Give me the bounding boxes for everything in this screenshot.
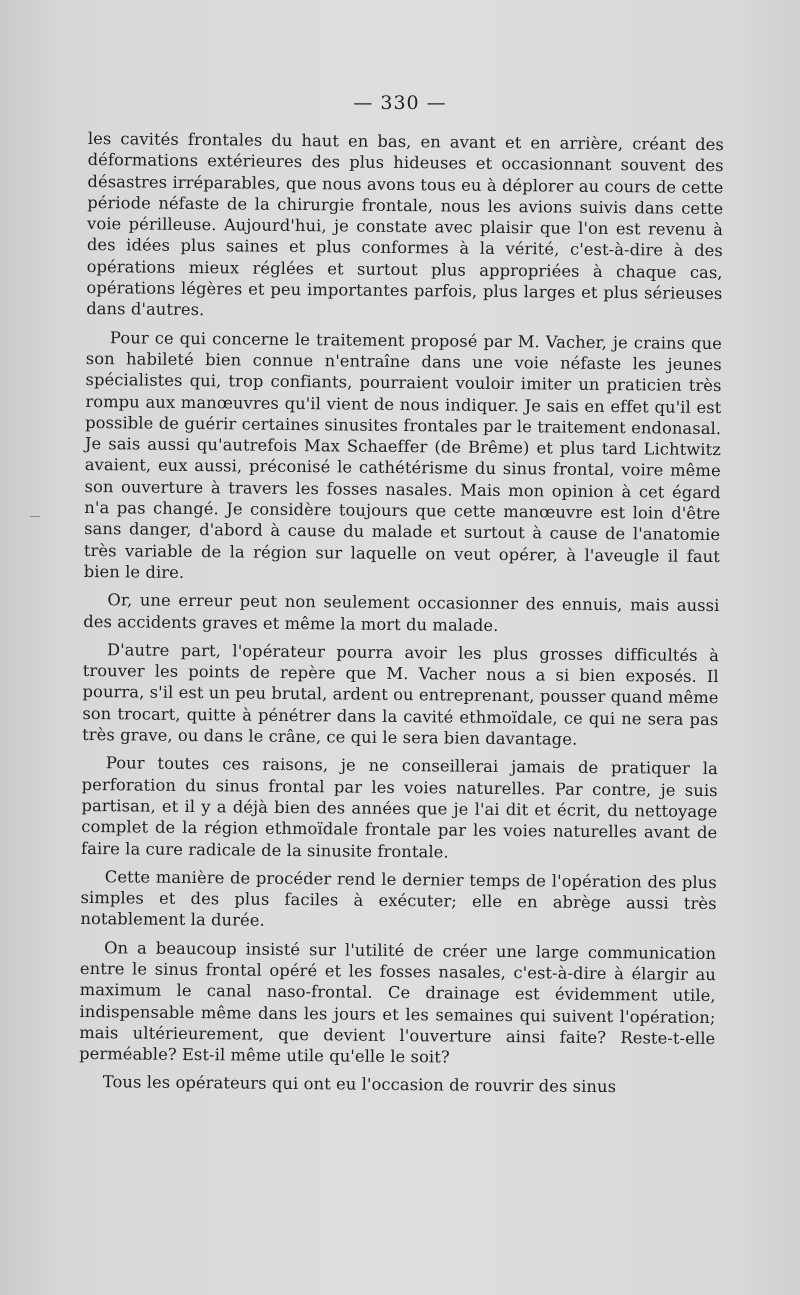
body-text (79, 128, 724, 1099)
page-number: — 330 — (353, 92, 447, 114)
paragraph-5: Pour toutes ces raisons, je ne conseillerai jamais de pratiquer la perforation du sinus frontal par les voies naturelles. Par contre, je suis partisan, et il y a déjà bien des années que je l'ai dit et écrit, du nettoyage complet de la région ethmoïdale frontale par les voies naturelles avant de faire la cure radicale de la sinusite frontale. (80, 753, 718, 861)
paragraph-6: Cette manière de procéder rend le dernier temps de l'opération des plus simples et des plus faciles à exécuter; elle en abrège aussi très notablement la durée. (80, 866, 717, 931)
paragraph-3: Or, une erreur peut non seulement occasionner des ennuis, mais aussi des accidents graves et même la mort du malade. (83, 590, 720, 635)
paragraph-2: Pour ce qui concerne le traitement proposé par M. Vacher, je crains que son habileté bien connue n'entraîne dans une voie néfaste les jeunes spécialistes qui, trop confiants, pourraient vouloir imiter un praticien très rompu aux manœuvres qu'il vient de nous indiquer. Je sais en effet qu'il est possible de guérir certaines sinusites frontales par le traitement endonasal. Je sais aussi qu'autrefois Max Schaeffer (de Brême) et plus tard Lichtwitz avaient, eux aussi, préconisé le cathétérisme du sinus frontal, voire même son ouverture à travers les fosses nasales. Mais mon opinion à cet égard n'a pas changé. Je considère toujours que cette manœuvre est loin d'être sans danger, d'abord à cause du malade et surtout à cause de l'anatomie très variable de la région sur laquelle on veut opérer, à l'aveugle il faut bien le dire. (83, 327, 723, 582)
paragraph-1: les cavités frontales du haut en bas, en avant et en arrière, créant des déformations extérieures des plus hideuses et occasionnant souvent des désastres irréparables, que nous avons tous eu à déplorer au cours de cette période néfaste de la chirurgie frontale, nous les avions suivis dans cette voie périlleuse. Aujourd'hui, je constate avec plaisir que l'on est revenu à des idées plus saines et plus conformes à la vérité, c'est-à-dire à des opérations mieux réglées et surtout plus appropriées à chaque cas, opérations légères et peu importantes parfois, plus larges et plus sérieuses dans d'autres. (86, 128, 724, 320)
paragraph-7: On a beaucoup insisté sur l'utilité de créer une large communication entre le sinus frontal opéré et les fosses nasales, c'est-à-dire à élargir au maximum le canal naso-frontal. Ce drainage est évidemment utile, indispensable même dans les jours et les semaines qui suivent l'opération; mais ultérieurement, que devient l'ouverture ainsi faite? Reste-t-elle perméable? Est-il même utile qu'elle le soit? (79, 937, 717, 1067)
paragraph-4: D'autre part, l'opérateur pourra avoir les plus grosses difficultés à trouver les points de repère que M. Vacher nous a si bien exposés. Il pourra, s'il est un peu brutal, ardent ou entreprenant, pousser quand même son trocart, quitte à pénétrer dans la cavité ethmoïdale, ce qui ne sera pas très grave, ou dans le crâne, ce qui le sera bien davantage. (82, 640, 720, 749)
margin-mark (30, 516, 40, 517)
paragraph-8: Tous les opérateurs qui ont eu l'occasion de rouvrir des sinus (102, 1072, 617, 1097)
